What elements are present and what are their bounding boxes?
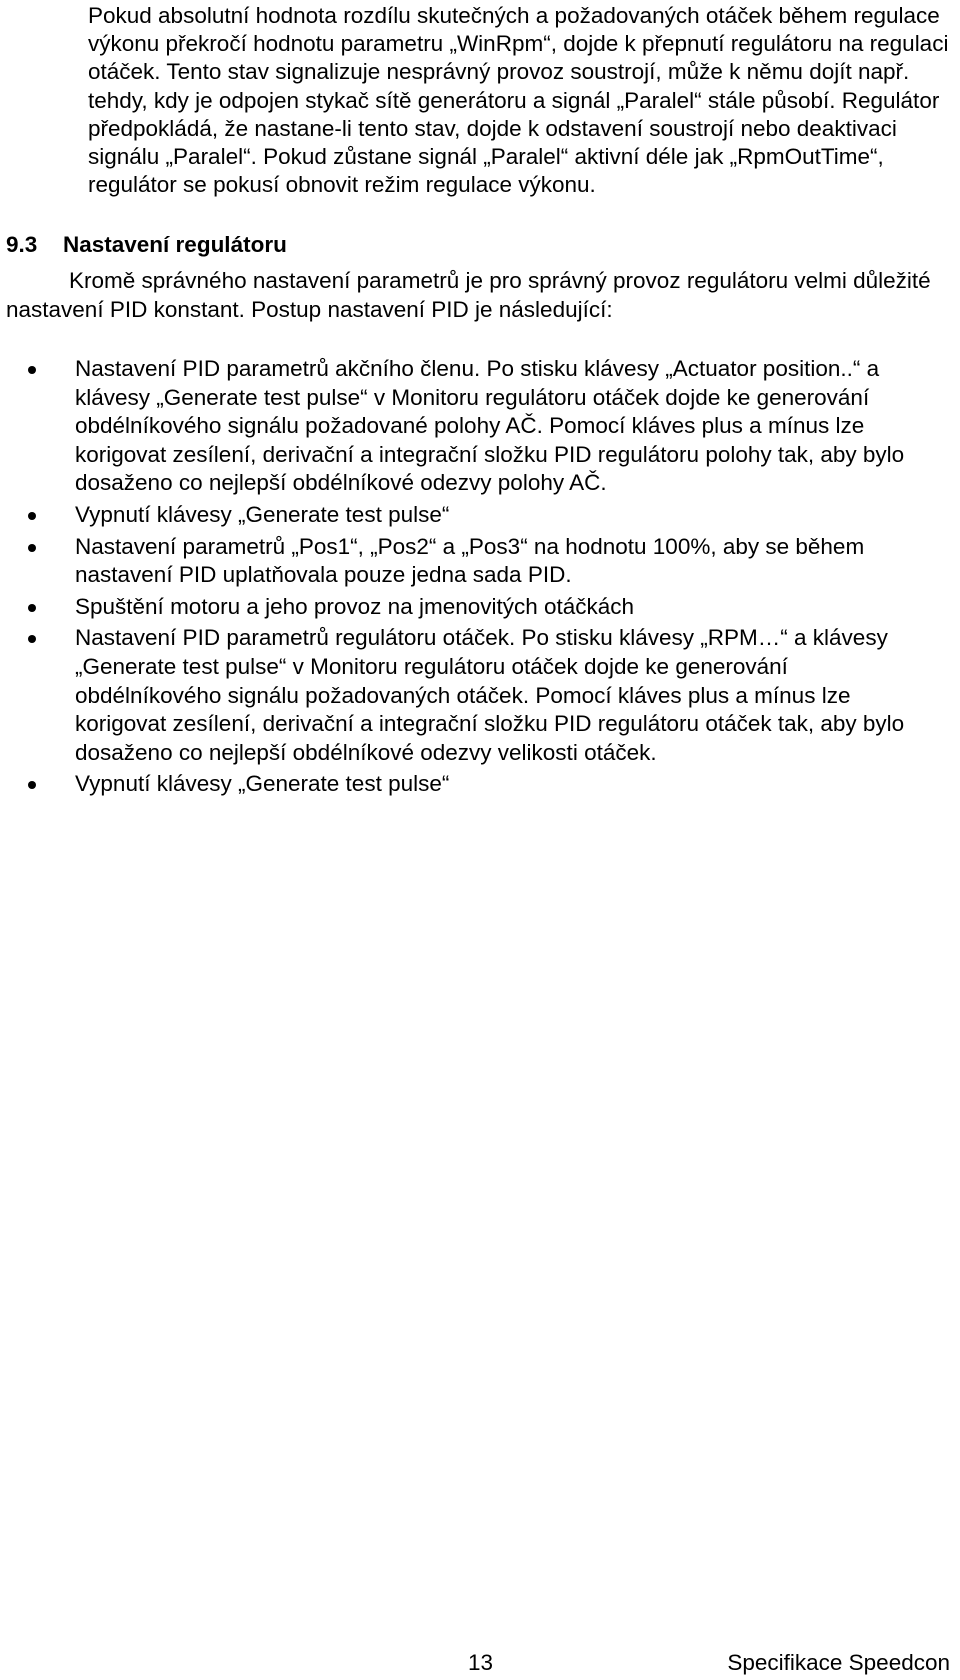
list-item-text: Nastavení parametrů „Pos1“, „Pos2“ a „Pos3“ na hodnotu 100%, aby se během nastavení PID uplatňovala pouze jedna sada PID. [75, 533, 865, 588]
section-heading [0, 230, 960, 262]
intro-paragraph: Pokud absolutní hodnota rozdílu skutečných a požadovaných otáček během regulace výkonu překročí hodnotu parametru „WinRpm“, dojde k přepnutí regulátoru na regulaci otáček. Tento stav signalizuje nesprávný provoz soustrojí, může k němu dojít např. tehdy, kdy je odpojen stykač sítě generátoru a signál „Paralel“ stále působí. Regulátor předpokládá, že nastane-li tento stav, dojde k odstavení soustrojí nebo deaktivaci signálu „Paralel“. Pokud zůstane signál „Paralel“ aktivní déle jak „RpmOutTime“, regulátor se pokusí obnovit režim regulace výkonu. [88, 3, 949, 198]
bullet-icon [28, 544, 36, 552]
section-title: Nastavení regulátoru [63, 232, 287, 257]
section-intro-paragraph: Kromě správného nastavení parametrů je pro správný provoz regulátoru velmi důležité nastavení PID konstant. Postup nastavení PID je následující: [6, 268, 931, 322]
bullet-icon [28, 781, 36, 789]
list-item-text: Nastavení PID parametrů regulátoru otáček. Po stisku klávesy „RPM…“ a klávesy „Generate test pulse“ v Monitoru regulátoru otáček dojde ke generování obdélníkového signálu požadovaných otáček. Pomocí kláves plus a mínus lze korigovat zesílení, derivační a integrační složku PID regulátoru otáček tak, aby bylo dosaženo co nejlepší obdélníkové odezvy velikosti otáček. [75, 625, 905, 765]
list-item-text: Spuštění motoru a jeho provoz na jmenovitých otáčkách [75, 593, 635, 619]
procedure-list [0, 355, 960, 802]
list-item [0, 501, 930, 530]
document-title: Specifikace Speedcon [727, 1650, 950, 1675]
list-item [0, 355, 930, 498]
list-item [0, 624, 930, 767]
list-item [0, 770, 930, 799]
list-item [0, 533, 930, 590]
page-footer [0, 1650, 960, 1680]
list-item-text: Vypnutí klávesy „Generate test pulse“ [75, 501, 450, 527]
page-number: 13 [468, 1650, 494, 1675]
list-item-text: Nastavení PID parametrů akčního členu. Po stisku klávesy „Actuator position..“ a klávesy „Generate test pulse“ v Monitoru regulátoru otáček dojde ke generování obdélníkového signálu požadované polohy AČ. Pomocí kláves plus a mínus lze korigovat zesílení, derivační a integrační složku PID regulátoru polohy tak, aby bylo dosaženo co nejlepší obdélníkové odezvy polohy AČ. [75, 356, 905, 496]
bullet-icon [28, 635, 36, 643]
list-item [0, 593, 930, 622]
bullet-icon [28, 604, 36, 612]
bullet-icon [28, 366, 36, 374]
list-item-text: Vypnutí klávesy „Generate test pulse“ [75, 771, 450, 797]
section-number: 9.3 [6, 232, 38, 257]
bullet-icon [28, 512, 36, 520]
